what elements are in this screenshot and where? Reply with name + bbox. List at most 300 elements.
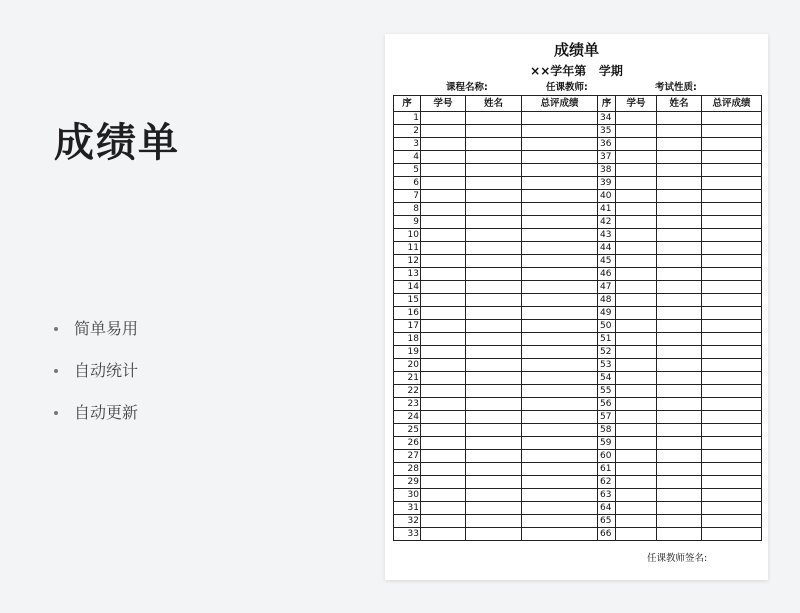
sheet-subtitle: ××学年第 学期	[530, 64, 623, 78]
row-number-cell: 32	[394, 515, 421, 528]
row-number-cell: 65	[598, 515, 616, 528]
student-id-cell[interactable]	[616, 411, 657, 424]
row-number-cell: 26	[394, 437, 421, 450]
final-score-cell[interactable]	[522, 216, 598, 229]
student-id-cell[interactable]	[616, 151, 657, 164]
student-name-cell[interactable]	[466, 151, 522, 164]
student-name-cell[interactable]	[466, 138, 522, 151]
student-name-cell[interactable]	[466, 281, 522, 294]
row-number-cell: 9	[394, 216, 421, 229]
final-score-cell[interactable]	[522, 112, 598, 125]
student-id-cell[interactable]	[616, 476, 657, 489]
student-name-cell[interactable]	[657, 125, 702, 138]
grade-sheet	[385, 34, 768, 580]
table-row	[394, 229, 762, 242]
student-id-cell[interactable]	[421, 372, 466, 385]
table-row	[394, 385, 762, 398]
row-number-cell: 64	[598, 502, 616, 515]
final-score-cell[interactable]	[522, 294, 598, 307]
student-id-cell[interactable]	[421, 333, 466, 346]
student-id-cell[interactable]	[616, 450, 657, 463]
student-id-cell[interactable]	[421, 307, 466, 320]
student-name-cell[interactable]	[657, 203, 702, 216]
student-id-cell[interactable]	[421, 177, 466, 190]
final-score-cell[interactable]	[522, 151, 598, 164]
row-number-cell: 2	[394, 125, 421, 138]
student-id-cell[interactable]	[421, 281, 466, 294]
final-score-cell[interactable]	[702, 294, 762, 307]
table-row	[394, 398, 762, 411]
student-id-cell[interactable]	[421, 125, 466, 138]
exam-type-label: 考试性质:	[655, 82, 697, 93]
row-number-cell: 35	[598, 125, 616, 138]
table-row	[394, 515, 762, 528]
student-name-cell[interactable]	[657, 502, 702, 515]
column-header: 姓名	[466, 96, 522, 112]
student-name-cell[interactable]	[657, 359, 702, 372]
row-number-cell: 29	[394, 476, 421, 489]
final-score-cell[interactable]	[702, 138, 762, 151]
student-id-cell[interactable]	[421, 255, 466, 268]
student-name-cell[interactable]	[657, 229, 702, 242]
row-number-cell: 43	[598, 229, 616, 242]
row-number-cell: 5	[394, 164, 421, 177]
table-row	[394, 333, 762, 346]
table-row	[394, 307, 762, 320]
column-header: 总评成绩	[522, 96, 598, 112]
student-name-cell[interactable]	[657, 450, 702, 463]
student-name-cell[interactable]	[657, 112, 702, 125]
student-name-cell[interactable]	[657, 333, 702, 346]
final-score-cell[interactable]	[522, 502, 598, 515]
row-number-cell: 28	[394, 463, 421, 476]
student-name-cell[interactable]	[657, 385, 702, 398]
final-score-cell[interactable]	[522, 164, 598, 177]
grade-table	[393, 95, 762, 541]
student-id-cell[interactable]	[616, 437, 657, 450]
student-id-cell[interactable]	[421, 385, 466, 398]
table-row	[394, 489, 762, 502]
final-score-cell[interactable]	[522, 255, 598, 268]
row-number-cell: 27	[394, 450, 421, 463]
student-name-cell[interactable]	[466, 372, 522, 385]
student-name-cell[interactable]	[466, 476, 522, 489]
final-score-cell[interactable]	[702, 437, 762, 450]
final-score-cell[interactable]	[522, 229, 598, 242]
student-name-cell[interactable]	[657, 515, 702, 528]
student-id-cell[interactable]	[421, 489, 466, 502]
row-number-cell: 3	[394, 138, 421, 151]
student-id-cell[interactable]	[421, 359, 466, 372]
final-score-cell[interactable]	[702, 125, 762, 138]
row-number-cell: 45	[598, 255, 616, 268]
student-id-cell[interactable]	[421, 203, 466, 216]
final-score-cell[interactable]	[702, 463, 762, 476]
final-score-cell[interactable]	[702, 177, 762, 190]
final-score-cell[interactable]	[702, 268, 762, 281]
final-score-cell[interactable]	[702, 190, 762, 203]
table-row	[394, 528, 762, 541]
final-score-cell[interactable]	[522, 333, 598, 346]
student-name-cell[interactable]	[657, 463, 702, 476]
final-score-cell[interactable]	[702, 229, 762, 242]
table-row	[394, 346, 762, 359]
student-name-cell[interactable]	[466, 242, 522, 255]
student-name-cell[interactable]	[657, 320, 702, 333]
student-id-cell[interactable]	[421, 164, 466, 177]
student-name-cell[interactable]	[657, 268, 702, 281]
row-number-cell: 58	[598, 424, 616, 437]
final-score-cell[interactable]	[702, 450, 762, 463]
row-number-cell: 57	[598, 411, 616, 424]
teacher-signature-label: 任课教师签名:	[647, 553, 708, 564]
row-number-cell: 21	[394, 372, 421, 385]
final-score-cell[interactable]	[522, 268, 598, 281]
student-name-cell[interactable]	[466, 463, 522, 476]
table-row	[394, 255, 762, 268]
final-score-cell[interactable]	[702, 372, 762, 385]
final-score-cell[interactable]	[522, 489, 598, 502]
student-name-cell[interactable]	[466, 424, 522, 437]
student-id-cell[interactable]	[421, 138, 466, 151]
final-score-cell[interactable]	[522, 424, 598, 437]
final-score-cell[interactable]	[522, 138, 598, 151]
student-id-cell[interactable]	[616, 359, 657, 372]
feature-list	[54, 308, 138, 434]
table-row	[394, 177, 762, 190]
student-name-cell[interactable]	[657, 190, 702, 203]
student-id-cell[interactable]	[421, 216, 466, 229]
student-name-cell[interactable]	[657, 307, 702, 320]
student-name-cell[interactable]	[466, 125, 522, 138]
student-id-cell[interactable]	[616, 346, 657, 359]
row-number-cell: 13	[394, 268, 421, 281]
final-score-cell[interactable]	[522, 346, 598, 359]
student-name-cell[interactable]	[466, 203, 522, 216]
student-id-cell[interactable]	[421, 294, 466, 307]
final-score-cell[interactable]	[702, 281, 762, 294]
student-id-cell[interactable]	[616, 216, 657, 229]
row-number-cell: 33	[394, 528, 421, 541]
student-name-cell[interactable]	[657, 437, 702, 450]
final-score-cell[interactable]	[702, 307, 762, 320]
student-name-cell[interactable]	[466, 437, 522, 450]
final-score-cell[interactable]	[522, 437, 598, 450]
student-id-cell[interactable]	[616, 138, 657, 151]
student-id-cell[interactable]	[421, 242, 466, 255]
row-number-cell: 42	[598, 216, 616, 229]
final-score-cell[interactable]	[702, 164, 762, 177]
student-name-cell[interactable]	[657, 164, 702, 177]
student-name-cell[interactable]	[657, 346, 702, 359]
final-score-cell[interactable]	[522, 528, 598, 541]
student-id-cell[interactable]	[421, 112, 466, 125]
student-name-cell[interactable]	[466, 229, 522, 242]
student-id-cell[interactable]	[616, 242, 657, 255]
feature-label: 简单易用	[74, 319, 139, 338]
row-number-cell: 39	[598, 177, 616, 190]
student-id-cell[interactable]	[616, 424, 657, 437]
row-number-cell: 7	[394, 190, 421, 203]
final-score-cell[interactable]	[522, 398, 598, 411]
student-id-cell[interactable]	[421, 424, 466, 437]
student-id-cell[interactable]	[616, 125, 657, 138]
row-number-cell: 54	[598, 372, 616, 385]
row-number-cell: 56	[598, 398, 616, 411]
final-score-cell[interactable]	[702, 255, 762, 268]
final-score-cell[interactable]	[702, 242, 762, 255]
student-name-cell[interactable]	[466, 294, 522, 307]
final-score-cell[interactable]	[522, 177, 598, 190]
student-name-cell[interactable]	[657, 151, 702, 164]
row-number-cell: 17	[394, 320, 421, 333]
student-id-cell[interactable]	[421, 398, 466, 411]
row-number-cell: 59	[598, 437, 616, 450]
student-name-cell[interactable]	[657, 216, 702, 229]
table-row	[394, 359, 762, 372]
row-number-cell: 53	[598, 359, 616, 372]
final-score-cell[interactable]	[522, 515, 598, 528]
final-score-cell[interactable]	[702, 346, 762, 359]
student-name-cell[interactable]	[466, 320, 522, 333]
student-id-cell[interactable]	[421, 151, 466, 164]
final-score-cell[interactable]	[522, 242, 598, 255]
final-score-cell[interactable]	[702, 359, 762, 372]
final-score-cell[interactable]	[702, 385, 762, 398]
row-number-cell: 62	[598, 476, 616, 489]
student-id-cell[interactable]	[616, 255, 657, 268]
student-id-cell[interactable]	[421, 450, 466, 463]
student-name-cell[interactable]	[657, 372, 702, 385]
table-row	[394, 411, 762, 424]
row-number-cell: 46	[598, 268, 616, 281]
table-row	[394, 450, 762, 463]
final-score-cell[interactable]	[702, 216, 762, 229]
feature-label: 自动统计	[74, 361, 139, 380]
course-name-label: 课程名称:	[446, 82, 488, 93]
sheet-title: 成绩单	[553, 41, 599, 59]
table-row	[394, 424, 762, 437]
table-row	[394, 138, 762, 151]
student-name-cell[interactable]	[466, 216, 522, 229]
table-row	[394, 476, 762, 489]
student-name-cell[interactable]	[657, 398, 702, 411]
student-name-cell[interactable]	[657, 528, 702, 541]
table-row	[394, 190, 762, 203]
student-id-cell[interactable]	[616, 112, 657, 125]
student-id-cell[interactable]	[616, 515, 657, 528]
column-header: 序	[394, 96, 421, 112]
table-row	[394, 242, 762, 255]
student-id-cell[interactable]	[421, 346, 466, 359]
student-name-cell[interactable]	[466, 489, 522, 502]
student-name-cell[interactable]	[466, 112, 522, 125]
student-id-cell[interactable]	[421, 229, 466, 242]
row-number-cell: 4	[394, 151, 421, 164]
final-score-cell[interactable]	[702, 203, 762, 216]
table-row	[394, 294, 762, 307]
row-number-cell: 25	[394, 424, 421, 437]
student-name-cell[interactable]	[466, 177, 522, 190]
student-id-cell[interactable]	[616, 177, 657, 190]
student-id-cell[interactable]	[616, 502, 657, 515]
student-name-cell[interactable]	[466, 359, 522, 372]
final-score-cell[interactable]	[702, 398, 762, 411]
student-name-cell[interactable]	[466, 398, 522, 411]
row-number-cell: 14	[394, 281, 421, 294]
column-header: 学号	[616, 96, 657, 112]
table-row	[394, 216, 762, 229]
student-id-cell[interactable]	[616, 385, 657, 398]
row-number-cell: 18	[394, 333, 421, 346]
student-name-cell[interactable]	[657, 242, 702, 255]
final-score-cell[interactable]	[522, 125, 598, 138]
row-number-cell: 63	[598, 489, 616, 502]
final-score-cell[interactable]	[702, 476, 762, 489]
table-header-row	[394, 96, 762, 112]
final-score-cell[interactable]	[522, 307, 598, 320]
student-name-cell[interactable]	[466, 255, 522, 268]
row-number-cell: 61	[598, 463, 616, 476]
student-id-cell[interactable]	[421, 190, 466, 203]
table-body	[394, 112, 762, 541]
row-number-cell: 51	[598, 333, 616, 346]
final-score-cell[interactable]	[702, 112, 762, 125]
final-score-cell[interactable]	[522, 385, 598, 398]
student-id-cell[interactable]	[616, 372, 657, 385]
column-header: 姓名	[657, 96, 702, 112]
bullet-icon	[54, 327, 58, 331]
student-id-cell[interactable]	[616, 333, 657, 346]
student-id-cell[interactable]	[616, 268, 657, 281]
row-number-cell: 22	[394, 385, 421, 398]
student-id-cell[interactable]	[421, 463, 466, 476]
student-name-cell[interactable]	[466, 515, 522, 528]
final-score-cell[interactable]	[702, 151, 762, 164]
student-id-cell[interactable]	[421, 437, 466, 450]
row-number-cell: 36	[598, 138, 616, 151]
student-name-cell[interactable]	[466, 346, 522, 359]
final-score-cell[interactable]	[522, 411, 598, 424]
student-id-cell[interactable]	[616, 229, 657, 242]
final-score-cell[interactable]	[702, 411, 762, 424]
student-name-cell[interactable]	[657, 424, 702, 437]
final-score-cell[interactable]	[522, 372, 598, 385]
student-name-cell[interactable]	[466, 502, 522, 515]
final-score-cell[interactable]	[702, 320, 762, 333]
student-name-cell[interactable]	[466, 411, 522, 424]
final-score-cell[interactable]	[702, 489, 762, 502]
student-id-cell[interactable]	[421, 515, 466, 528]
student-id-cell[interactable]	[616, 528, 657, 541]
student-id-cell[interactable]	[421, 320, 466, 333]
student-id-cell[interactable]	[616, 190, 657, 203]
student-name-cell[interactable]	[657, 138, 702, 151]
student-id-cell[interactable]	[616, 164, 657, 177]
column-header: 学号	[421, 96, 466, 112]
final-score-cell[interactable]	[522, 359, 598, 372]
student-id-cell[interactable]	[616, 307, 657, 320]
final-score-cell[interactable]	[522, 190, 598, 203]
student-id-cell[interactable]	[616, 398, 657, 411]
final-score-cell[interactable]	[522, 281, 598, 294]
student-name-cell[interactable]	[466, 385, 522, 398]
student-id-cell[interactable]	[616, 320, 657, 333]
promo-title: 成绩单	[54, 120, 180, 166]
final-score-cell[interactable]	[522, 476, 598, 489]
student-id-cell[interactable]	[421, 528, 466, 541]
student-name-cell[interactable]	[657, 294, 702, 307]
table-row	[394, 320, 762, 333]
row-number-cell: 66	[598, 528, 616, 541]
student-name-cell[interactable]	[466, 333, 522, 346]
final-score-cell[interactable]	[702, 515, 762, 528]
final-score-cell[interactable]	[702, 333, 762, 346]
student-name-cell[interactable]	[466, 307, 522, 320]
bullet-icon	[54, 369, 58, 373]
row-number-cell: 15	[394, 294, 421, 307]
student-name-cell[interactable]	[466, 190, 522, 203]
final-score-cell[interactable]	[522, 463, 598, 476]
student-name-cell[interactable]	[657, 177, 702, 190]
table-row	[394, 437, 762, 450]
feature-item	[54, 350, 138, 392]
row-number-cell: 38	[598, 164, 616, 177]
table-row	[394, 164, 762, 177]
final-score-cell[interactable]	[702, 528, 762, 541]
row-number-cell: 11	[394, 242, 421, 255]
student-id-cell[interactable]	[421, 268, 466, 281]
final-score-cell[interactable]	[522, 203, 598, 216]
table-row	[394, 463, 762, 476]
student-id-cell[interactable]	[616, 294, 657, 307]
student-id-cell[interactable]	[616, 489, 657, 502]
row-number-cell: 6	[394, 177, 421, 190]
row-number-cell: 60	[598, 450, 616, 463]
row-number-cell: 24	[394, 411, 421, 424]
student-name-cell[interactable]	[657, 476, 702, 489]
student-id-cell[interactable]	[616, 203, 657, 216]
student-name-cell[interactable]	[657, 489, 702, 502]
final-score-cell[interactable]	[702, 424, 762, 437]
student-name-cell[interactable]	[657, 281, 702, 294]
table-row	[394, 268, 762, 281]
row-number-cell: 41	[598, 203, 616, 216]
student-name-cell[interactable]	[657, 255, 702, 268]
final-score-cell[interactable]	[702, 502, 762, 515]
student-name-cell[interactable]	[466, 528, 522, 541]
student-id-cell[interactable]	[616, 463, 657, 476]
student-name-cell[interactable]	[657, 411, 702, 424]
row-number-cell: 12	[394, 255, 421, 268]
row-number-cell: 50	[598, 320, 616, 333]
row-number-cell: 1	[394, 112, 421, 125]
row-number-cell: 37	[598, 151, 616, 164]
row-number-cell: 55	[598, 385, 616, 398]
student-id-cell[interactable]	[421, 476, 466, 489]
student-id-cell[interactable]	[616, 281, 657, 294]
student-id-cell[interactable]	[421, 411, 466, 424]
bullet-icon	[54, 411, 58, 415]
student-name-cell[interactable]	[466, 268, 522, 281]
row-number-cell: 20	[394, 359, 421, 372]
feature-label: 自动更新	[74, 403, 139, 422]
student-id-cell[interactable]	[421, 502, 466, 515]
final-score-cell[interactable]	[522, 450, 598, 463]
final-score-cell[interactable]	[522, 320, 598, 333]
student-name-cell[interactable]	[466, 164, 522, 177]
student-name-cell[interactable]	[466, 450, 522, 463]
